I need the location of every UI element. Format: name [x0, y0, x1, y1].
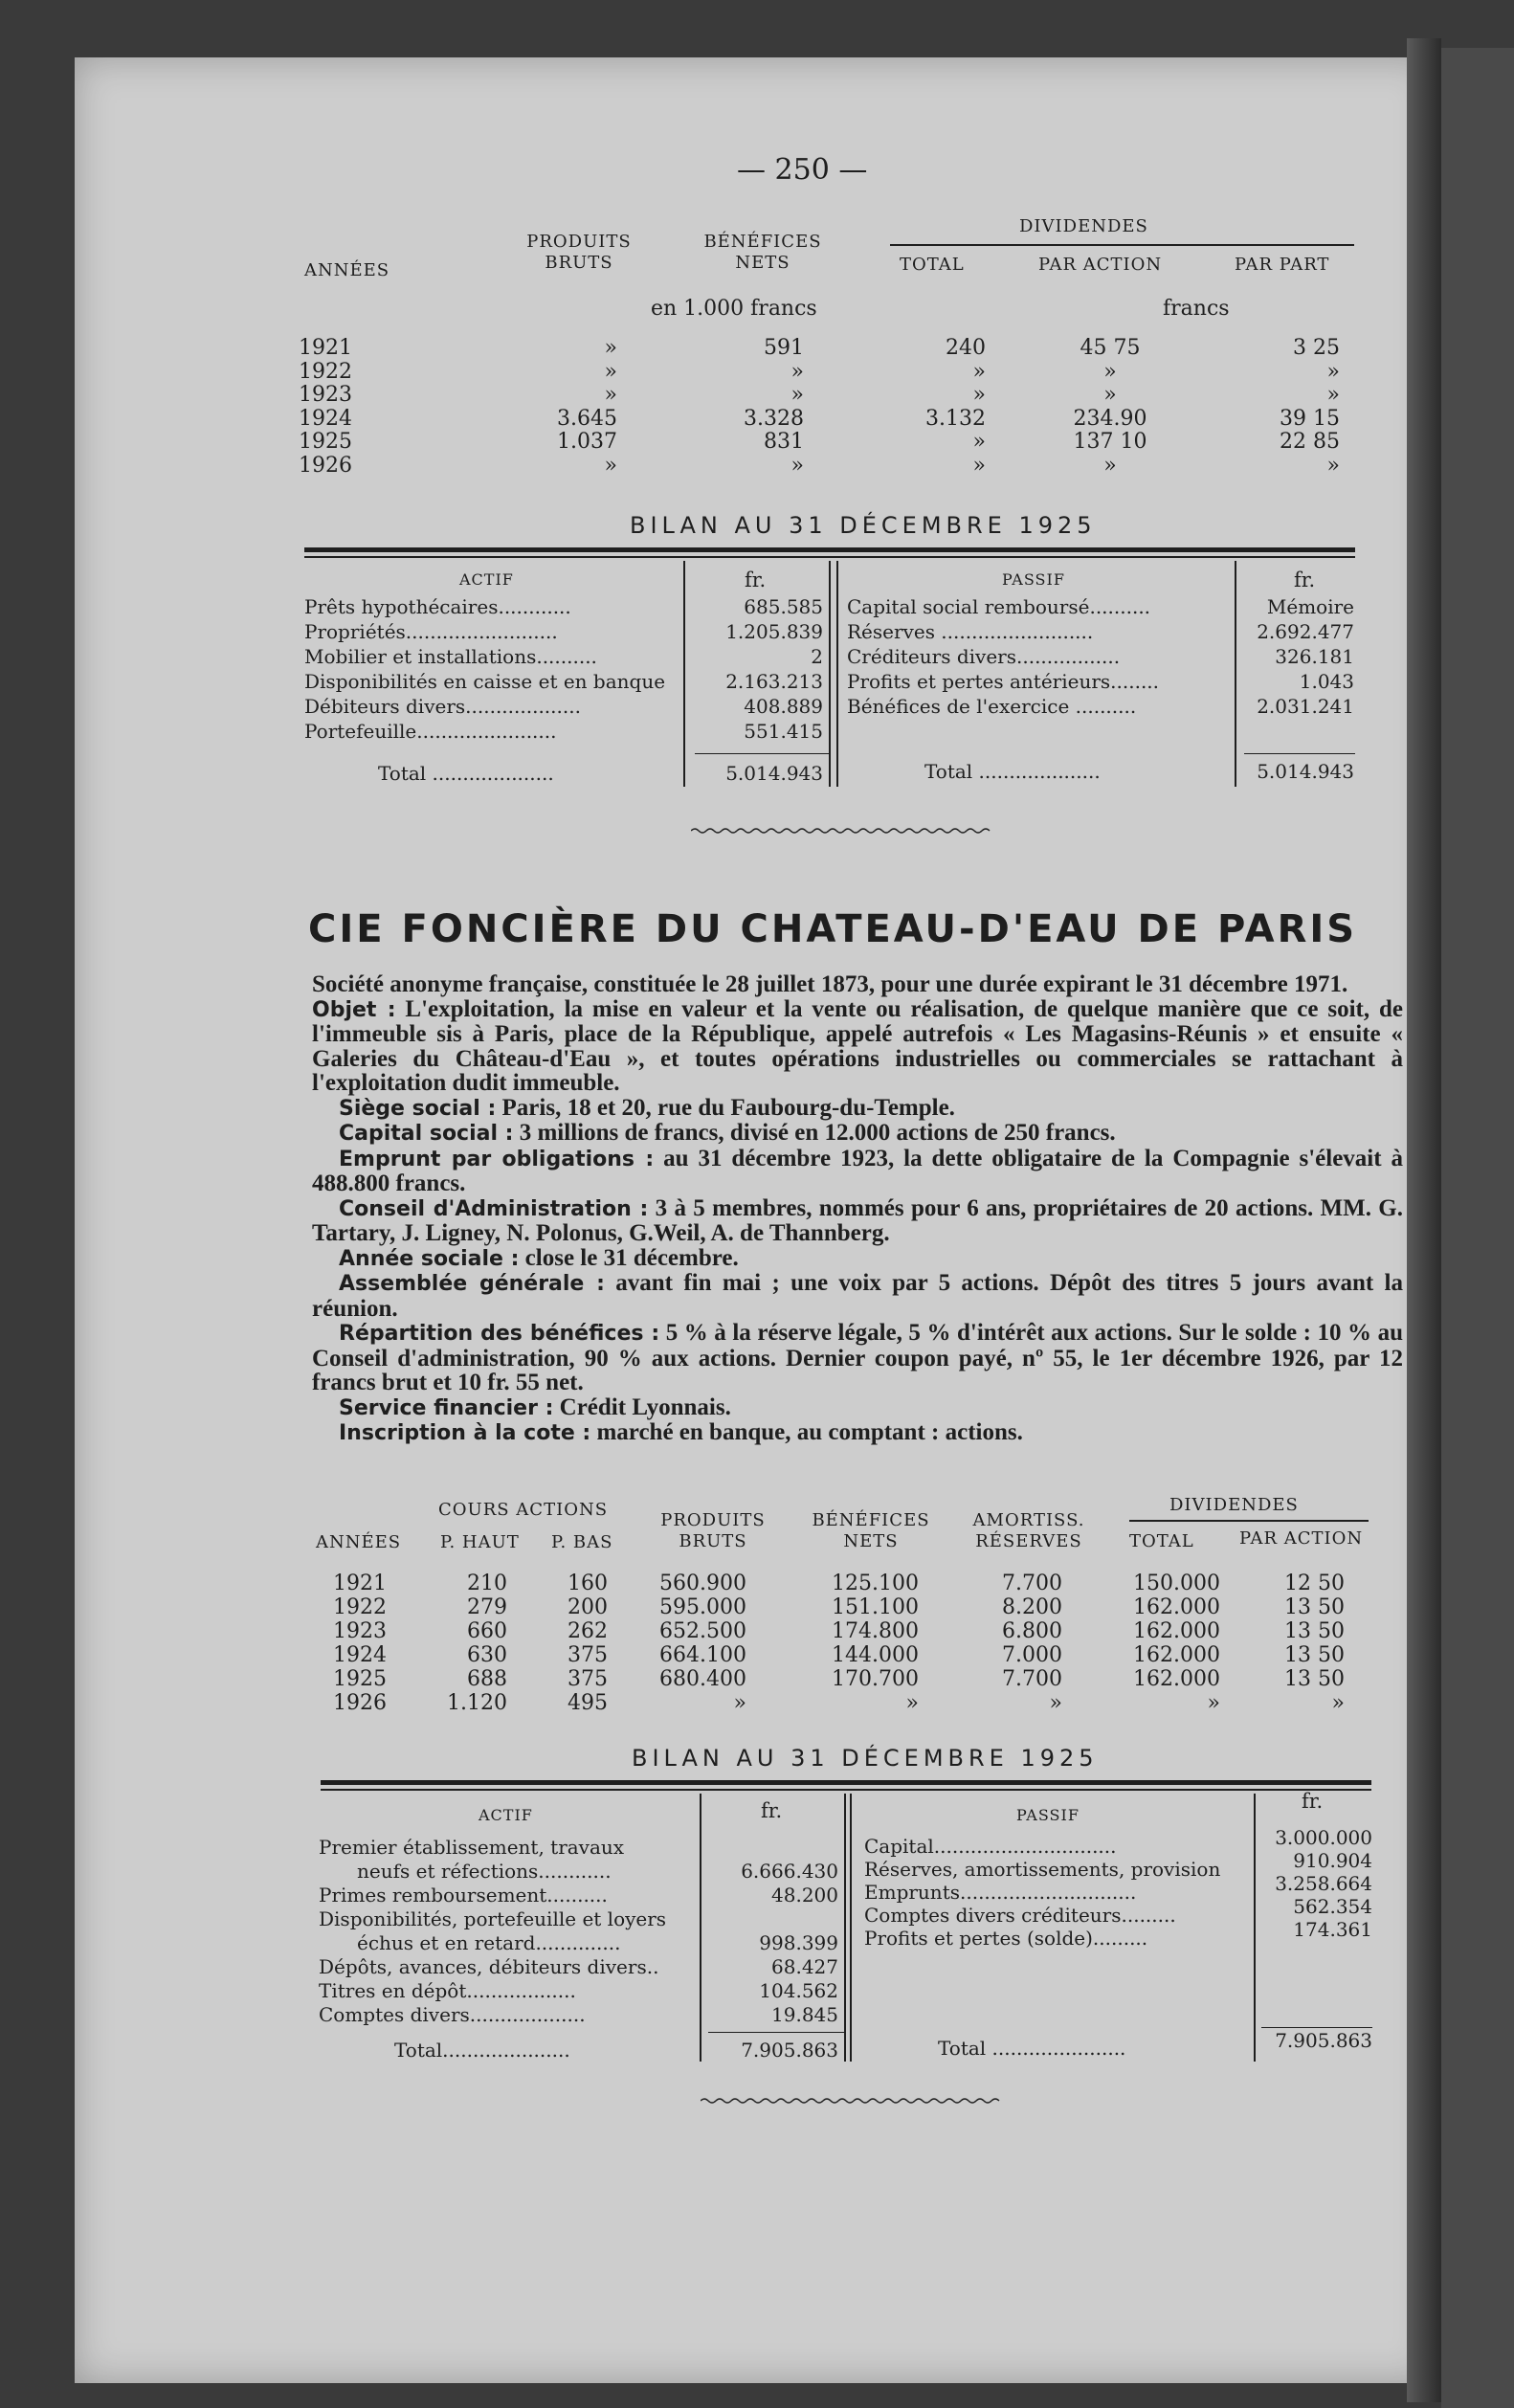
- divider: [304, 556, 1355, 558]
- t2-header-haut: P. HAUT: [440, 1532, 520, 1552]
- table2-cell: 1922: [333, 1595, 387, 1619]
- table2-cell: 13 50: [1284, 1619, 1345, 1643]
- table2-cell: 210: [467, 1572, 507, 1595]
- top-table-cell: »: [972, 453, 986, 478]
- table2-cell: 1923: [333, 1619, 387, 1643]
- top-table-cell: »: [1326, 453, 1340, 478]
- table2-cell: 13 50: [1284, 1595, 1345, 1619]
- t2-header-par-action: PAR ACTION: [1239, 1528, 1364, 1549]
- bilan2-passif-label: Capital..............................: [864, 1835, 1117, 1858]
- bilan1-passif-value: 1.043: [1299, 670, 1354, 693]
- bilan2-actif-label: échus et en retard..............: [357, 1931, 621, 1954]
- bilan1-passif-label: Créditeurs divers.................: [847, 645, 1121, 668]
- bilan2-actif-value: 48.200: [771, 1884, 838, 1906]
- top-table-cell: 1921: [299, 336, 352, 360]
- table2-cell: 375: [568, 1643, 608, 1667]
- table2-cell: »: [1331, 1691, 1345, 1715]
- table2-cell: 6.800: [1002, 1619, 1062, 1643]
- service-keyword: Service financier :: [339, 1395, 554, 1420]
- bilan2-actif-label: Comptes divers...................: [319, 2003, 586, 2026]
- bilan1-fr-header2: fr.: [1294, 569, 1316, 591]
- divider: [836, 561, 838, 787]
- top-table-cell: 39 15: [1280, 406, 1340, 431]
- top-table-cell: 1926: [299, 453, 352, 478]
- table2-cell: 262: [568, 1619, 608, 1643]
- annee-text: close le 31 décembre.: [519, 1244, 739, 1271]
- divider: [695, 753, 829, 754]
- bilan1-passif-value: 326.181: [1275, 645, 1354, 668]
- top-table-cell: 1924: [299, 406, 352, 431]
- bilan1-passif-label: Profits et pertes antérieurs........: [847, 670, 1160, 693]
- bilan1-passif-total: 5.014.943: [1257, 760, 1354, 783]
- bilan2-actif-label: neufs et réfections............: [357, 1860, 612, 1883]
- assemblee-text: avant fin mai ; une voix par 5 actions. Dépôt des titres 5 jours avant la réunion.: [312, 1270, 1404, 1322]
- table2-cell: 162.000: [1133, 1595, 1220, 1619]
- bilan2-passif-total: 7.905.863: [1275, 2029, 1372, 2052]
- table2-cell: 162.000: [1133, 1619, 1220, 1643]
- table2-cell: 160: [568, 1572, 608, 1595]
- divider: [321, 1780, 1371, 1785]
- bilan2-actif-total-label: Total.....................: [394, 2039, 570, 2062]
- bilan2-passif-label: Emprunts.............................: [864, 1881, 1137, 1904]
- conseil-text: 3 à 5 membres, nommés pour 6 ans, propriétaires de 20 actions. MM. G. Tartary, J. Ligney, N. Polonus, G.Weil, A. de Thannberg.: [312, 1194, 1403, 1246]
- wavy-separator: [701, 2097, 1005, 2105]
- book-binding: [1407, 38, 1441, 2402]
- siege-keyword: Siège social :: [339, 1096, 497, 1121]
- bilan1-actif-value: 685.585: [744, 595, 823, 618]
- divider: [1235, 561, 1236, 787]
- bilan1-passif-label: Capital social remboursé..........: [847, 595, 1151, 618]
- table2-cell: »: [733, 1691, 746, 1715]
- table2-cell: 652.500: [659, 1619, 746, 1643]
- capital-text: 3 millions de francs, divisé en 12.000 actions de 250 francs.: [513, 1120, 1116, 1146]
- capital-keyword: Capital social :: [339, 1122, 514, 1146]
- t2-header-benefices: BÉNÉFICES NETS: [812, 1510, 930, 1551]
- bilan2-actif-value: 19.845: [771, 2003, 838, 2026]
- bilan2-actif-label: Titres en dépôt..................: [319, 1979, 576, 2002]
- objet-keyword: Objet :: [312, 997, 396, 1022]
- top-table-cell: 1.037: [557, 430, 617, 454]
- page-number: — 250 —: [737, 153, 868, 187]
- divider: [844, 1794, 846, 2062]
- bilan2-actif-value: 104.562: [759, 1979, 838, 2002]
- table2-cell: 200: [568, 1595, 608, 1619]
- bilan1-passif-value: 2.031.241: [1257, 695, 1354, 718]
- bilan1-actif-label: Propriétés.........................: [304, 620, 558, 643]
- top-table-cell: 45 75: [1080, 336, 1141, 360]
- top-table-cell: »: [790, 453, 804, 478]
- bilan2-passif-header: PASSIF: [1016, 1806, 1080, 1824]
- table2-cell: »: [1207, 1691, 1220, 1715]
- bilan1-passif-label: Bénéfices de l'exercice ..........: [847, 695, 1137, 718]
- intro-text: Société anonyme française, constituée le 28 juillet 1873, pour une durée expirant le 31 décembre 1971.: [312, 971, 1348, 997]
- divider: [700, 1794, 701, 2062]
- bilan2-passif-value: 174.361: [1293, 1918, 1372, 1941]
- bilan2-passif-label: Profits et pertes (solde).........: [864, 1927, 1148, 1950]
- bilan1-actif-total: 5.014.943: [725, 762, 823, 785]
- table2-cell: 1925: [333, 1667, 387, 1691]
- top-table-cell: »: [790, 359, 804, 384]
- inscription-keyword: Inscription à la cote :: [339, 1421, 591, 1445]
- objet-text: L'exploitation, la mise en valeur et la vente ou réalisation, de quelque manière que ce soit, de l'immeuble sis à Paris, place de la République, appelé autrefois « Les Magasins-Réunis » et ensuite « Galeries du Château-d'Eau », et toutes opérations industrielles ou commerciales se rattachant à l'exploitation dudit immeuble.: [312, 995, 1404, 1096]
- bilan1-passif-label: Réserves .........................: [847, 620, 1094, 643]
- top-table-cell: »: [1326, 359, 1340, 384]
- bilan1-actif-value: 2.163.213: [725, 670, 823, 693]
- bilan1-actif-value: 1.205.839: [725, 620, 823, 643]
- top-table-cell: 3.132: [925, 406, 986, 431]
- divider: [321, 1789, 1371, 1791]
- top-table-cell: »: [1326, 383, 1340, 407]
- bilan2-title: BILAN AU 31 DÉCEMBRE 1925: [632, 1745, 1099, 1772]
- table2-cell: 375: [568, 1667, 608, 1691]
- bilan1-actif-label: Débiteurs divers...................: [304, 695, 581, 718]
- t2-header-bas: P. BAS: [551, 1532, 613, 1552]
- table2-cell: 495: [568, 1691, 608, 1715]
- top-table-cell: 591: [764, 336, 804, 360]
- table2-cell: 630: [467, 1643, 507, 1667]
- top-table-cell: 240: [946, 336, 986, 360]
- top-table-cell: 3.645: [557, 406, 617, 431]
- unit-left: en 1.000 francs: [651, 297, 817, 321]
- bilan2-passif-label: Comptes divers créditeurs.........: [864, 1904, 1176, 1927]
- divider: [1254, 1794, 1256, 2062]
- bilan1-actif-header: ACTIF: [459, 570, 514, 589]
- bilan2-passif-value: 3.258.664: [1275, 1872, 1372, 1895]
- top-table-cell: 831: [764, 430, 804, 454]
- top-table-cell: »: [1103, 359, 1117, 384]
- top-table-cell: 3 25: [1293, 336, 1340, 360]
- bilan2-passif-total-label: Total ......................: [938, 2037, 1126, 2060]
- bilan2-actif-total: 7.905.863: [741, 2039, 838, 2062]
- bilan1-actif-value: 408.889: [744, 695, 823, 718]
- bilan2-actif-label: Primes remboursement..........: [319, 1884, 608, 1906]
- bilan1-passif-value: Mémoire: [1266, 595, 1354, 618]
- bilan1-passif-value: 2.692.477: [1257, 620, 1354, 643]
- top-table-cell: 1923: [299, 383, 352, 407]
- emprunt-keyword: Emprunt par obligations :: [339, 1147, 655, 1171]
- table2-cell: 1926: [333, 1691, 387, 1715]
- divider: [708, 2032, 844, 2033]
- t2-header-annees: ANNÉES: [316, 1532, 402, 1552]
- top-table-cell: »: [604, 453, 617, 478]
- bilan1-actif-label: Mobilier et installations..........: [304, 645, 597, 668]
- table2-cell: 150.000: [1133, 1572, 1220, 1595]
- top-table-cell: 22 85: [1280, 430, 1340, 454]
- table2-cell: 595.000: [659, 1595, 746, 1619]
- inscription-text: marché en banque, au comptant : actions.: [590, 1419, 1023, 1445]
- top-table-cell: 1922: [299, 359, 352, 384]
- divider: [1244, 753, 1355, 754]
- bilan2-fr-header: fr.: [761, 1799, 783, 1822]
- top-table-cell: »: [604, 336, 617, 360]
- bilan1-fr-header: fr.: [745, 569, 767, 591]
- table2-cell: 13 50: [1284, 1643, 1345, 1667]
- t2-header-total: TOTAL: [1129, 1531, 1194, 1551]
- divider: [850, 1794, 852, 2062]
- divider: [683, 561, 685, 787]
- emprunt-text: au 31 décembre 1923, la dette obligataire de la Compagnie s'élevait à 488.800 francs.: [312, 1145, 1404, 1196]
- bilan1-actif-total-label: Total ....................: [378, 762, 554, 785]
- annee-keyword: Année sociale :: [339, 1246, 520, 1271]
- t2-header-dividendes: DIVIDENDES: [1169, 1495, 1299, 1515]
- header-dividendes: DIVIDENDES: [1019, 216, 1148, 236]
- bilan2-passif-value: 3.000.000: [1275, 1826, 1372, 1849]
- header-total: TOTAL: [900, 255, 965, 275]
- assemblee-keyword: Assemblée générale :: [339, 1272, 605, 1296]
- top-table-cell: »: [972, 359, 986, 384]
- table2-cell: 279: [467, 1595, 507, 1619]
- repartition-keyword: Répartition des bénéfices :: [339, 1322, 660, 1346]
- table2-cell: 8.200: [1002, 1595, 1062, 1619]
- top-table-cell: 137 10: [1073, 430, 1147, 454]
- t2-header-produits: PRODUITS BRUTS: [660, 1510, 766, 1551]
- bilan2-actif-value: 6.666.430: [741, 1860, 838, 1883]
- bilan2-actif-label: Premier établissement, travaux: [319, 1836, 625, 1859]
- top-table-cell: »: [972, 430, 986, 454]
- table2-cell: 13 50: [1284, 1667, 1345, 1691]
- divider: [1261, 2027, 1372, 2028]
- table2-cell: 162.000: [1133, 1643, 1220, 1667]
- bilan1-actif-label: Portefeuille.......................: [304, 720, 557, 743]
- conseil-keyword: Conseil d'Administration :: [339, 1196, 649, 1221]
- table2-cell: 664.100: [659, 1643, 746, 1667]
- bilan1-actif-value: 2: [811, 645, 823, 668]
- bilan2-actif-label: Dépôts, avances, débiteurs divers..: [319, 1955, 659, 1978]
- bilan2-actif-label: Disponibilités, portefeuille et loyers: [319, 1907, 667, 1930]
- bilan2-actif-value: 998.399: [759, 1931, 838, 1954]
- header-par-action: PAR ACTION: [1038, 255, 1163, 275]
- bilan2-fr-header2: fr.: [1302, 1790, 1324, 1813]
- repartition-text: 5 % à la réserve légale, 5 % d'intérêt aux actions. Sur le solde : 10 % au Conseil d'administration, 90 % aux actions. Dernier coupon payé, nº 55, le 1er décembre 1926, par 12 francs brut et 10 fr. 55 net.: [312, 1320, 1403, 1395]
- table2-cell: 1.120: [447, 1691, 507, 1715]
- header-benefices: BÉNÉFICES NETS: [703, 232, 822, 273]
- table2-cell: 1921: [333, 1572, 387, 1595]
- header-par-part: PAR PART: [1235, 255, 1330, 275]
- table2-cell: 151.100: [832, 1595, 919, 1619]
- top-table-cell: »: [972, 383, 986, 407]
- top-table-cell: »: [790, 383, 804, 407]
- divider: [890, 244, 1354, 246]
- table2-cell: »: [905, 1691, 919, 1715]
- table2-cell: »: [1049, 1691, 1062, 1715]
- table2-cell: 688: [467, 1667, 507, 1691]
- table2-cell: 174.800: [832, 1619, 919, 1643]
- service-text: Crédit Lyonnais.: [553, 1394, 731, 1420]
- top-table-cell: 234.90: [1073, 406, 1147, 431]
- table2-cell: 162.000: [1133, 1667, 1220, 1691]
- bilan1-passif-total-label: Total ....................: [924, 760, 1101, 783]
- table2-cell: 170.700: [832, 1667, 919, 1691]
- divider: [1129, 1520, 1369, 1522]
- wavy-separator: [691, 827, 995, 835]
- company-description: [312, 972, 1403, 1446]
- top-table-cell: »: [604, 359, 617, 384]
- header-annees: ANNÉES: [304, 260, 390, 280]
- bilan2-actif-value: 68.427: [771, 1955, 838, 1978]
- bilan2-actif-header: ACTIF: [479, 1806, 533, 1824]
- table2-cell: 7.000: [1002, 1643, 1062, 1667]
- bilan1-actif-value: 551.415: [744, 720, 823, 743]
- facing-page-edge: [1441, 48, 1514, 2408]
- table2-cell: 125.100: [832, 1572, 919, 1595]
- t2-header-amort: AMORTISS. RÉSERVES: [972, 1510, 1085, 1551]
- table2-cell: 7.700: [1002, 1667, 1062, 1691]
- t2-header-cours: COURS ACTIONS: [438, 1500, 609, 1520]
- company-title: CIE FONCIÈRE DU CHATEAU-D'EAU DE PARIS: [308, 907, 1358, 951]
- bilan1-title: BILAN AU 31 DÉCEMBRE 1925: [630, 512, 1097, 539]
- divider: [304, 547, 1355, 552]
- table2-cell: 1924: [333, 1643, 387, 1667]
- top-table-cell: »: [1103, 453, 1117, 478]
- divider: [829, 561, 831, 787]
- table2-cell: 7.700: [1002, 1572, 1062, 1595]
- top-table-cell: »: [1103, 383, 1117, 407]
- table2-cell: 12 50: [1284, 1572, 1345, 1595]
- bilan1-actif-label: Disponibilités en caisse et en banque: [304, 670, 666, 693]
- table2-cell: 144.000: [832, 1643, 919, 1667]
- bilan1-actif-label: Prêts hypothécaires............: [304, 595, 571, 618]
- top-table-cell: »: [604, 383, 617, 407]
- bilan2-passif-label: Réserves, amortissements, provision: [864, 1858, 1221, 1881]
- header-produits: PRODUITS BRUTS: [526, 232, 632, 273]
- unit-right: francs: [1163, 297, 1230, 321]
- table2-cell: 680.400: [659, 1667, 746, 1691]
- bilan2-passif-value: 910.904: [1293, 1849, 1372, 1872]
- bilan2-passif-value: 562.354: [1293, 1895, 1372, 1918]
- bilan1-passif-header: PASSIF: [1002, 570, 1065, 589]
- top-table-cell: 1925: [299, 430, 352, 454]
- table2-cell: 660: [467, 1619, 507, 1643]
- table2-cell: 560.900: [659, 1572, 746, 1595]
- siege-text: Paris, 18 et 20, rue du Faubourg-du-Temple.: [496, 1094, 955, 1121]
- top-table-cell: 3.328: [744, 406, 804, 431]
